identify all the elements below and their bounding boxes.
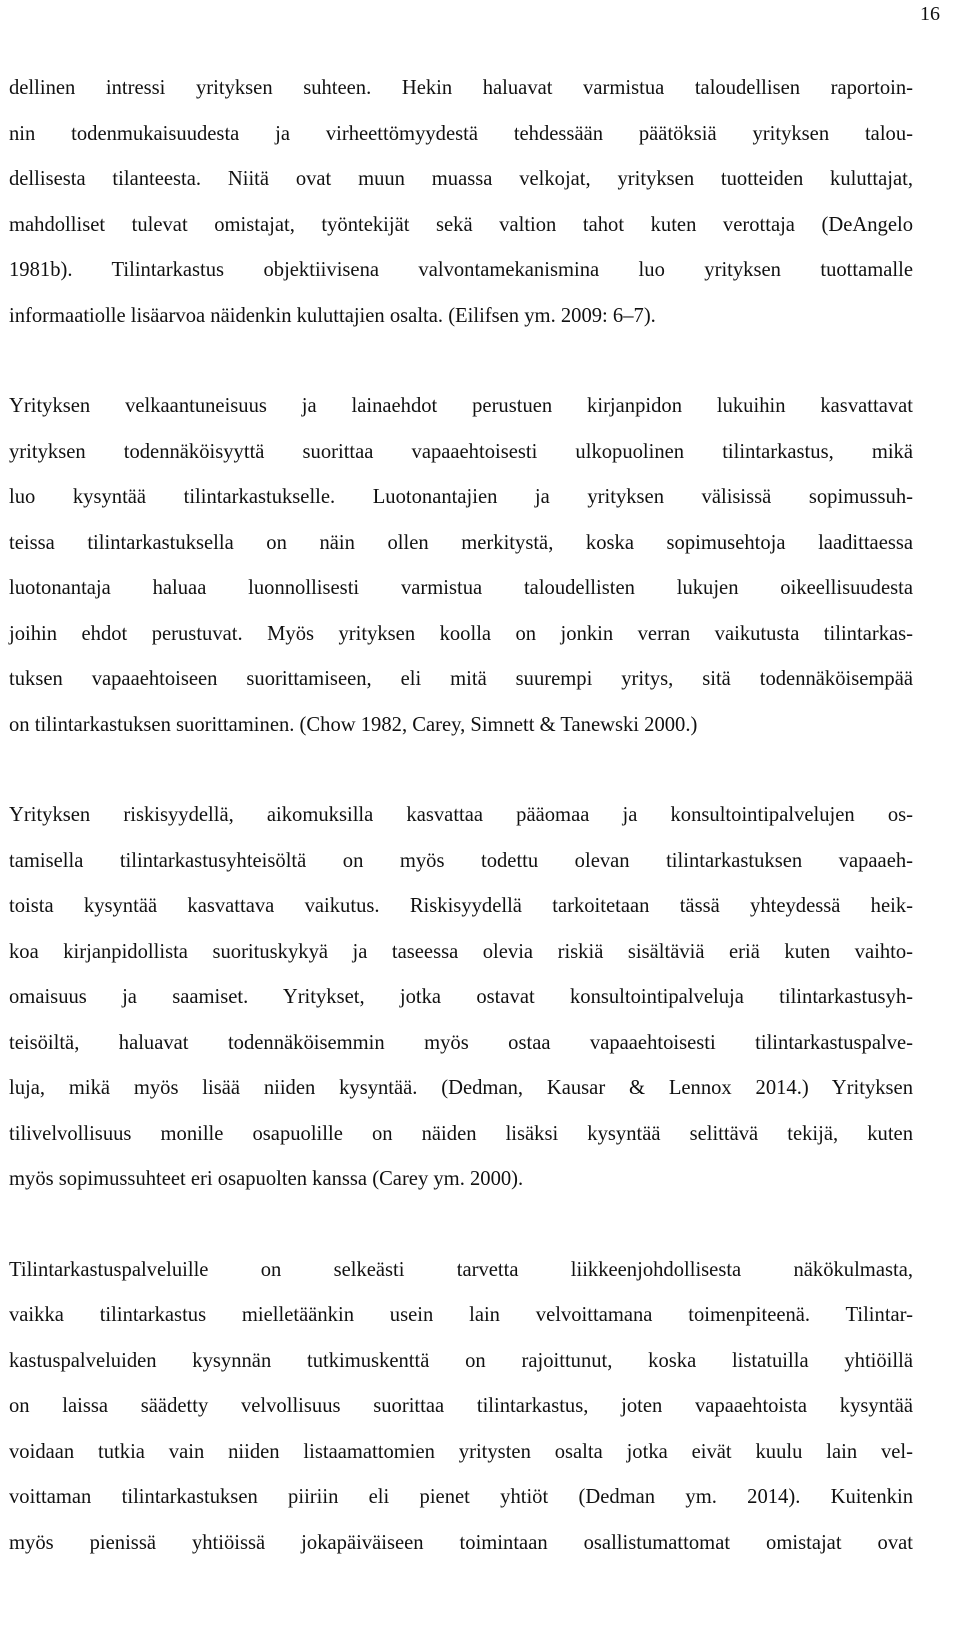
text-line: on tilintarkastuksen suorittaminen. (Chow 1982, Carey, Simnett & Tanewski 2000.) (9, 713, 698, 736)
text-line: luo kysyntää tilintarkastukselle. Luotonantajien ja yrityksen välisissä sopimussuh- (9, 486, 913, 508)
text-line: voittaman tilintarkastuksen piiriin eli pienet yhtiöt (Dedman ym. 2014). Kuitenkin (9, 1486, 913, 1508)
text-line: Tilintarkastuspalveluille on selkeästi tarvetta liikkeenjohdollisesta näkökulmasta, (9, 1258, 913, 1281)
text-line: nin todenmukaisuudesta ja virheettömyydestä tehdessään päätöksiä yrityksen talou- (9, 122, 913, 145)
text-line: luja, mikä myös lisää niiden kysyntää. (Dedman, Kausar & Lennox 2014.) Yrityksen (9, 1077, 913, 1099)
text-line: kastuspalveluiden kysynnän tutkimuskenttä on rajoittunut, koska listatuilla yhtiöillä (9, 1349, 913, 1372)
text-line: toista kysyntää kasvattava vaikutus. Riskisyydellä tarkoitetaan tässä yhteydessä heik- (9, 895, 913, 917)
text-line: informaatiolle lisäarvoa näidenkin kuluttajien osalta. (Eilifsen ym. 2009: 6–7). (9, 304, 656, 327)
paragraph-gap (9, 343, 913, 388)
text-line: Yrityksen velkaantuneisuus ja lainaehdot perustuen kirjanpidon lukuihin kasvattavat (9, 395, 913, 417)
text-line: luotonantaja haluaa luonnollisesti varmistua taloudellisten lukujen oikeellisuudesta (9, 577, 913, 599)
paragraph-gap (9, 752, 913, 797)
text-line: yrityksen todennäköisyyttä suorittaa vapaaehtoisesti ulkopuolinen tilintarkastus, mikä (9, 440, 913, 463)
text-line: omaisuus ja saamiset. Yritykset, jotka ostavat konsultointipalveluja tilintarkastusyh- (9, 986, 913, 1008)
text-line: koa kirjanpidollista suorituskykyä ja taseessa olevia riskiä sisältäviä eriä kuten vaihto- (9, 940, 913, 963)
paragraph-gap (9, 1207, 913, 1252)
text-line: Yrityksen riskisyydellä, aikomuksilla kasvattaa pääomaa ja konsultointipalvelujen os- (9, 804, 913, 826)
text-line: dellisesta tilanteesta. Niitä ovat muun muassa velkojat, yrityksen tuotteiden kuluttajat, (9, 168, 913, 190)
document-body (9, 70, 913, 1570)
paragraph (9, 70, 913, 343)
text-line: on laissa säädetty velvollisuus suorittaa tilintarkastus, joten vapaaehtoista kysyntää (9, 1395, 913, 1417)
text-line: dellinen intressi yrityksen suhteen. Hekin haluavat varmistua taloudellisen raportoin- (9, 77, 913, 99)
text-line: teissa tilintarkastuksella on näin ollen merkitystä, koska sopimusehtoja laadittaessa (9, 531, 913, 554)
page-number: 16 (920, 3, 940, 25)
text-line: tilivelvollisuus monille osapuolille on näiden lisäksi kysyntää selittävä tekijä, kuten (9, 1122, 913, 1145)
text-line: teisöiltä, haluavat todennäköisemmin myös ostaa vapaaehtoisesti tilintarkastuspalve- (9, 1031, 913, 1054)
text-line: tamisella tilintarkastusyhteisöltä on myös todettu olevan tilintarkastuksen vapaaeh- (9, 849, 913, 872)
text-line: joihin ehdot perustuvat. Myös yrityksen koolla on jonkin verran vaikutusta tilintarkas- (9, 622, 913, 645)
text-line: myös pienissä yhtiöissä jokapäiväiseen toimintaan osallistumattomat omistajat ovat (9, 1531, 913, 1554)
paragraph (9, 388, 913, 752)
text-line: vaikka tilintarkastus mielletäänkin usein lain velvoittamana toimenpiteenä. Tilintar- (9, 1304, 913, 1326)
text-line: mahdolliset tulevat omistajat, työntekijät sekä valtion tahot kuten verottaja (DeAngelo (9, 213, 913, 236)
text-line: voidaan tutkia vain niiden listaamattomien yritysten osalta jotka eivät kuulu lain vel- (9, 1440, 913, 1463)
text-line: myös sopimussuhteet eri osapuolten kanssa (Carey ym. 2000). (9, 1168, 524, 1190)
text-line: 1981b). Tilintarkastus objektiivisena valvontamekanismina luo yrityksen tuottamalle (9, 259, 913, 281)
text-line: tuksen vapaaehtoiseen suorittamiseen, eli mitä suurempi yritys, sitä todennäköisempää (9, 668, 913, 690)
paragraph (9, 1252, 913, 1571)
paragraph (9, 797, 913, 1207)
